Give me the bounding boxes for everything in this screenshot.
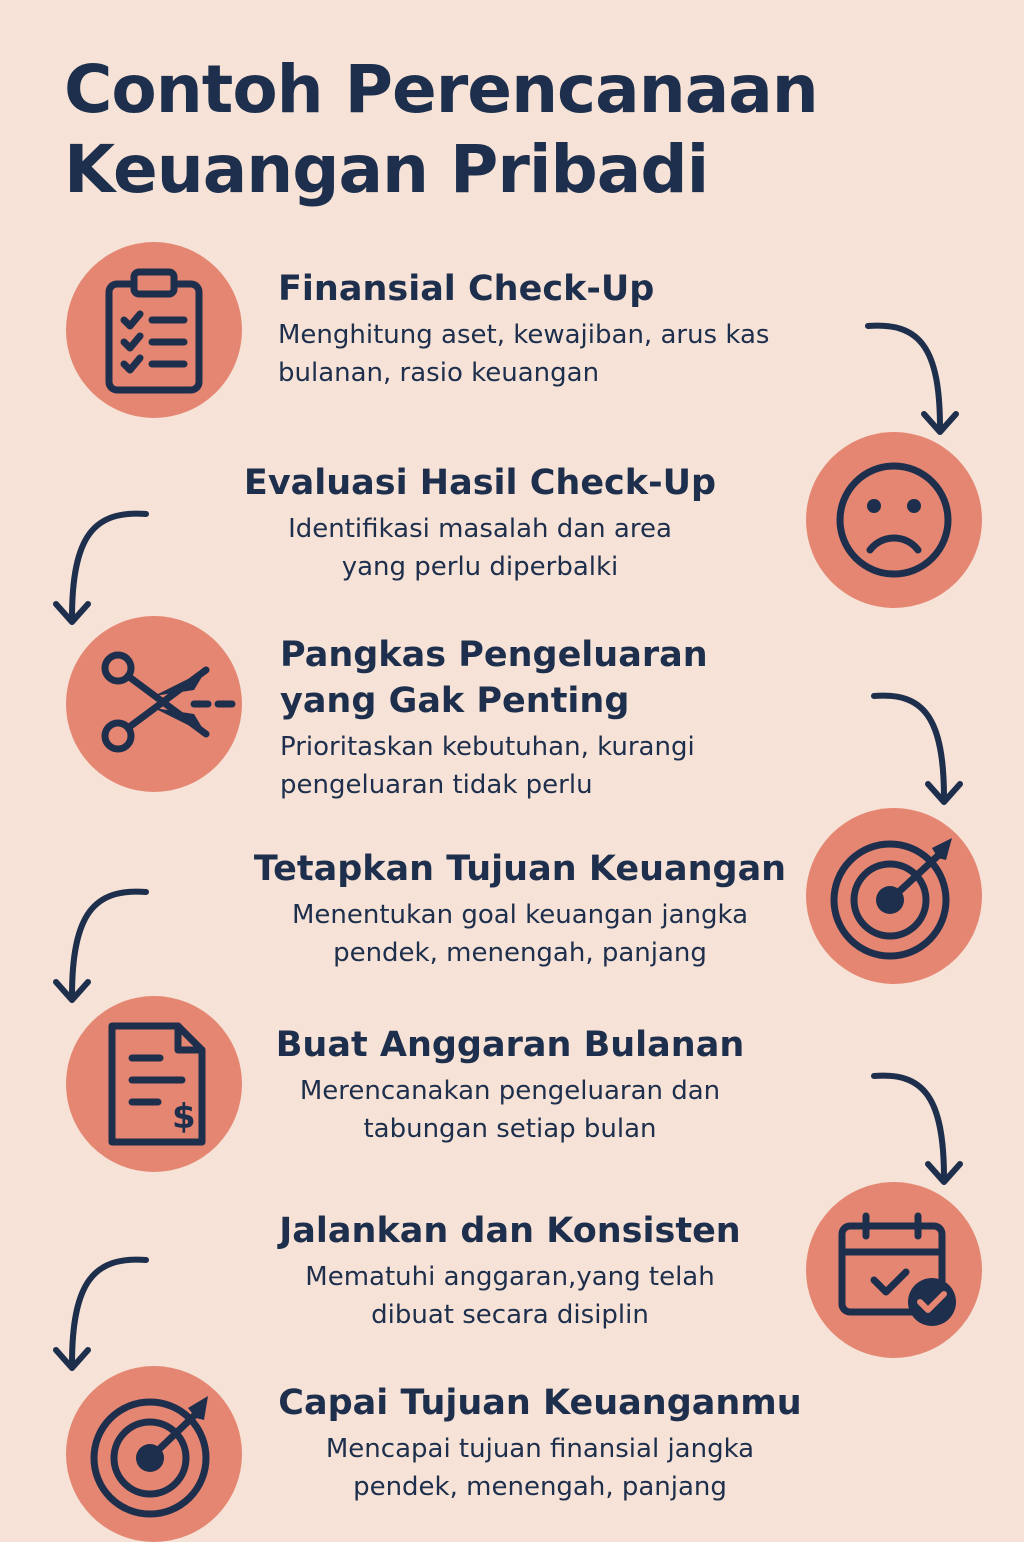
step-6 — [240, 1208, 780, 1334]
step-1-desc-line-1: Menghitung aset, kewajiban, arus kas — [278, 320, 770, 350]
step-1-icon-circle — [66, 242, 242, 418]
step-7-desc-line-1: Mencapai tujuan finansial jangka — [325, 1434, 755, 1464]
step-3-icon-circle — [66, 616, 242, 792]
svg-text:$: $ — [172, 1097, 196, 1137]
scissors-icon — [66, 616, 242, 792]
step-3-desc-line-2: pengeluaran tidak perlu — [280, 770, 593, 800]
arrow-down-left-1 — [50, 506, 154, 630]
arrow-down-right-3 — [866, 1068, 976, 1192]
step-3-title-line-2: yang Gak Penting — [280, 681, 630, 721]
step-6-desc-line-1: Mematuhi anggaran,yang telah — [305, 1262, 715, 1292]
step-4-desc-line-1: Menentukan goal keuangan jangka — [291, 900, 749, 930]
title-line-2: Keuangan Pribadi — [64, 131, 709, 208]
step-3 — [280, 632, 708, 804]
step-4-desc-line-2: pendek, menengah, panjang — [333, 938, 707, 968]
arrow-down-right-2 — [866, 688, 976, 812]
step-3-desc-line-1: Prioritaskan kebutuhan, kurangi — [280, 732, 695, 762]
sad-face-icon — [806, 432, 982, 608]
step-3-title: Pangkas Pengeluaran — [280, 635, 708, 675]
step-4 — [230, 846, 810, 972]
step-5-title: Buat Anggaran Bulanan — [275, 1025, 745, 1065]
page-title — [64, 50, 964, 210]
clipboard-checklist-icon — [66, 242, 242, 418]
step-5 — [240, 1022, 780, 1148]
arrow-down-right-1 — [860, 318, 970, 442]
step-5-desc-line-1: Merencanakan pengeluaran dan — [299, 1076, 721, 1106]
step-2-desc-line-2: yang perlu diperbalki — [341, 552, 619, 582]
step-1-desc-line-2: bulanan, rasio keuangan — [278, 358, 600, 388]
step-5-desc-line-2: tabungan setiap bulan — [363, 1114, 657, 1144]
step-7-icon-circle — [66, 1366, 242, 1542]
title-line-1: Contoh Perencanaan — [64, 51, 818, 128]
step-2 — [230, 460, 730, 586]
target-arrow-icon — [66, 1366, 242, 1542]
step-4-title: Tetapkan Tujuan Keuangan — [253, 849, 787, 889]
step-2-icon-circle — [806, 432, 982, 608]
step-6-desc-line-2: dibuat secara disiplin — [371, 1300, 649, 1330]
step-6-title: Jalankan dan Konsisten — [279, 1211, 741, 1251]
step-7 — [250, 1380, 830, 1506]
step-5-icon-circle — [66, 996, 242, 1172]
step-6-icon-circle — [806, 1182, 982, 1358]
target-icon — [806, 808, 982, 984]
step-1 — [278, 266, 769, 392]
step-2-title: Evaluasi Hasil Check-Up — [243, 463, 717, 503]
budget-document-icon — [66, 996, 242, 1172]
step-7-title: Capai Tujuan Keuanganmu — [278, 1383, 802, 1423]
arrow-down-left-3 — [50, 1252, 154, 1376]
step-2-desc-line-1: Identifikasi masalah dan area — [288, 514, 672, 544]
step-4-icon-circle — [806, 808, 982, 984]
step-1-title: Finansial Check-Up — [278, 269, 655, 309]
calendar-check-icon — [806, 1182, 982, 1358]
arrow-down-left-2 — [50, 884, 154, 1008]
step-7-desc-line-2: pendek, menengah, panjang — [353, 1472, 727, 1502]
